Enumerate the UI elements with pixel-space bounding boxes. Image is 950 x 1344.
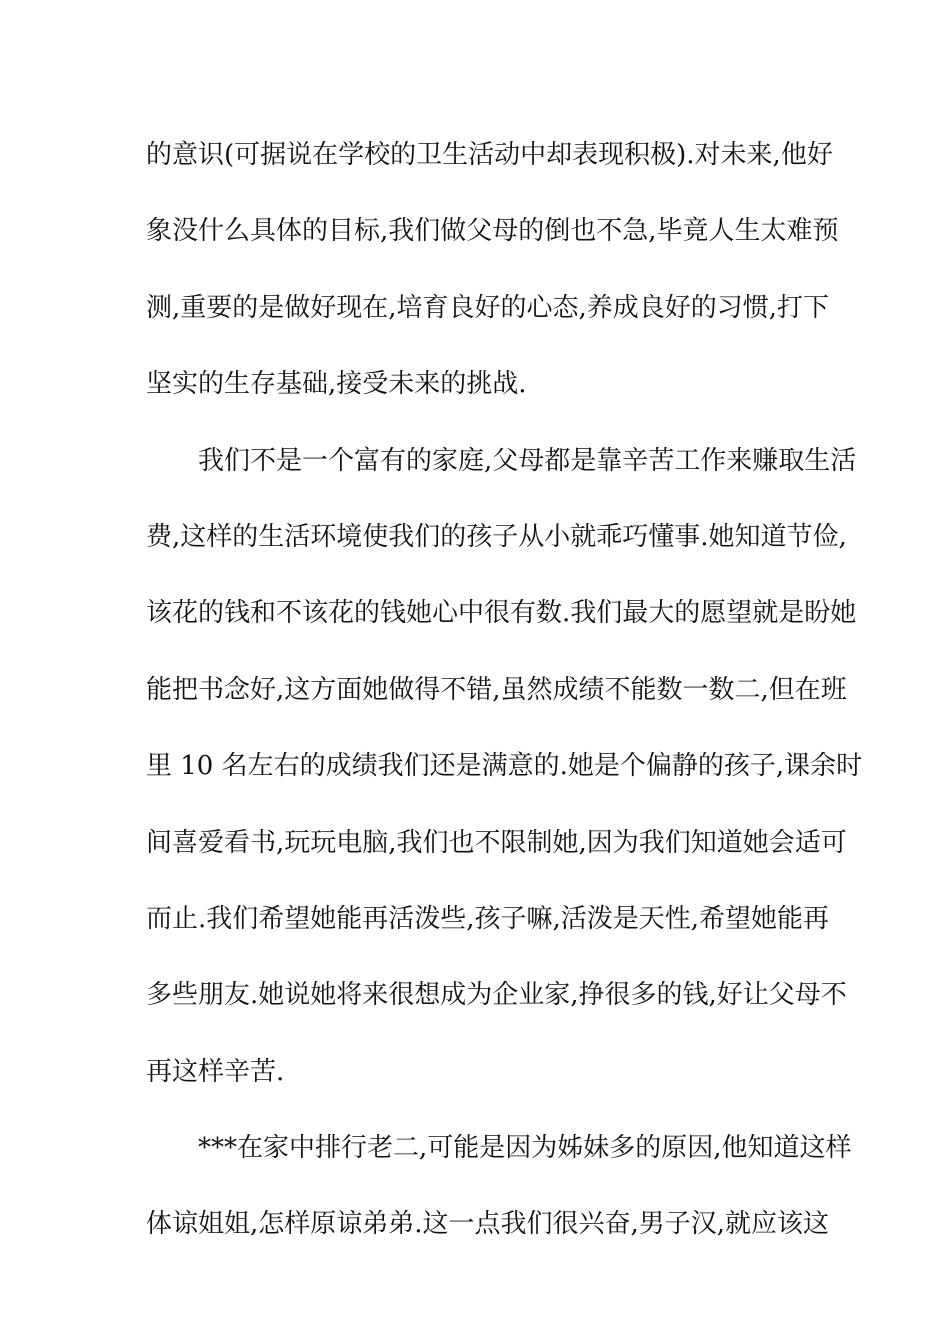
text-line: 该花的钱和不该花的钱她心中很有数.我们最大的愿望就是盼她	[146, 598, 857, 629]
text-line: 坚实的生存基础,接受未来的挑战.	[146, 369, 527, 400]
document-body	[146, 128, 863, 1274]
text-line: 的意识(可据说在学校的卫生活动中却表现积极).对未来,他好	[146, 140, 833, 170]
text-line: 里 10 名左右的成绩我们还是满意的.她是个偏静的孩子,课余时	[146, 751, 863, 782]
text-line: 间喜爱看书,玩玩电脑,我们也不限制她,因为我们知道她会适可	[146, 827, 847, 858]
text-line: 费,这样的生活环境使我们的孩子从小就乖巧懂事.她知道节俭,	[146, 521, 847, 552]
text-line: 多些朋友.她说她将来很想成为企业家,挣很多的钱,好让父母不	[146, 980, 847, 1011]
text-line: 能把书念好,这方面她做得不错,虽然成绩不能数一数二,但在班	[146, 674, 847, 705]
text-line: 而止.我们希望她能再活泼些,孩子嘛,活泼是天性,希望她能再	[146, 903, 830, 934]
text-line: ***在家中排行老二,可能是因为姊妹多的原因,他知道这样	[146, 1133, 852, 1164]
text-line: 体谅姐姐,怎样原谅弟弟.这一点我们很兴奋,男子汉,就应该这	[146, 1209, 830, 1240]
text-line: 再这样辛苦.	[146, 1056, 285, 1087]
text-line: 我们不是一个富有的家庭,父母都是靠辛苦工作来赚取生活	[146, 445, 857, 476]
text-line: 测,重要的是做好现在,培育良好的心态,养成良好的习惯,打下	[146, 292, 830, 323]
text-line: 象没什么具体的目标,我们做父母的倒也不急,毕竟人生太难预	[146, 216, 839, 247]
